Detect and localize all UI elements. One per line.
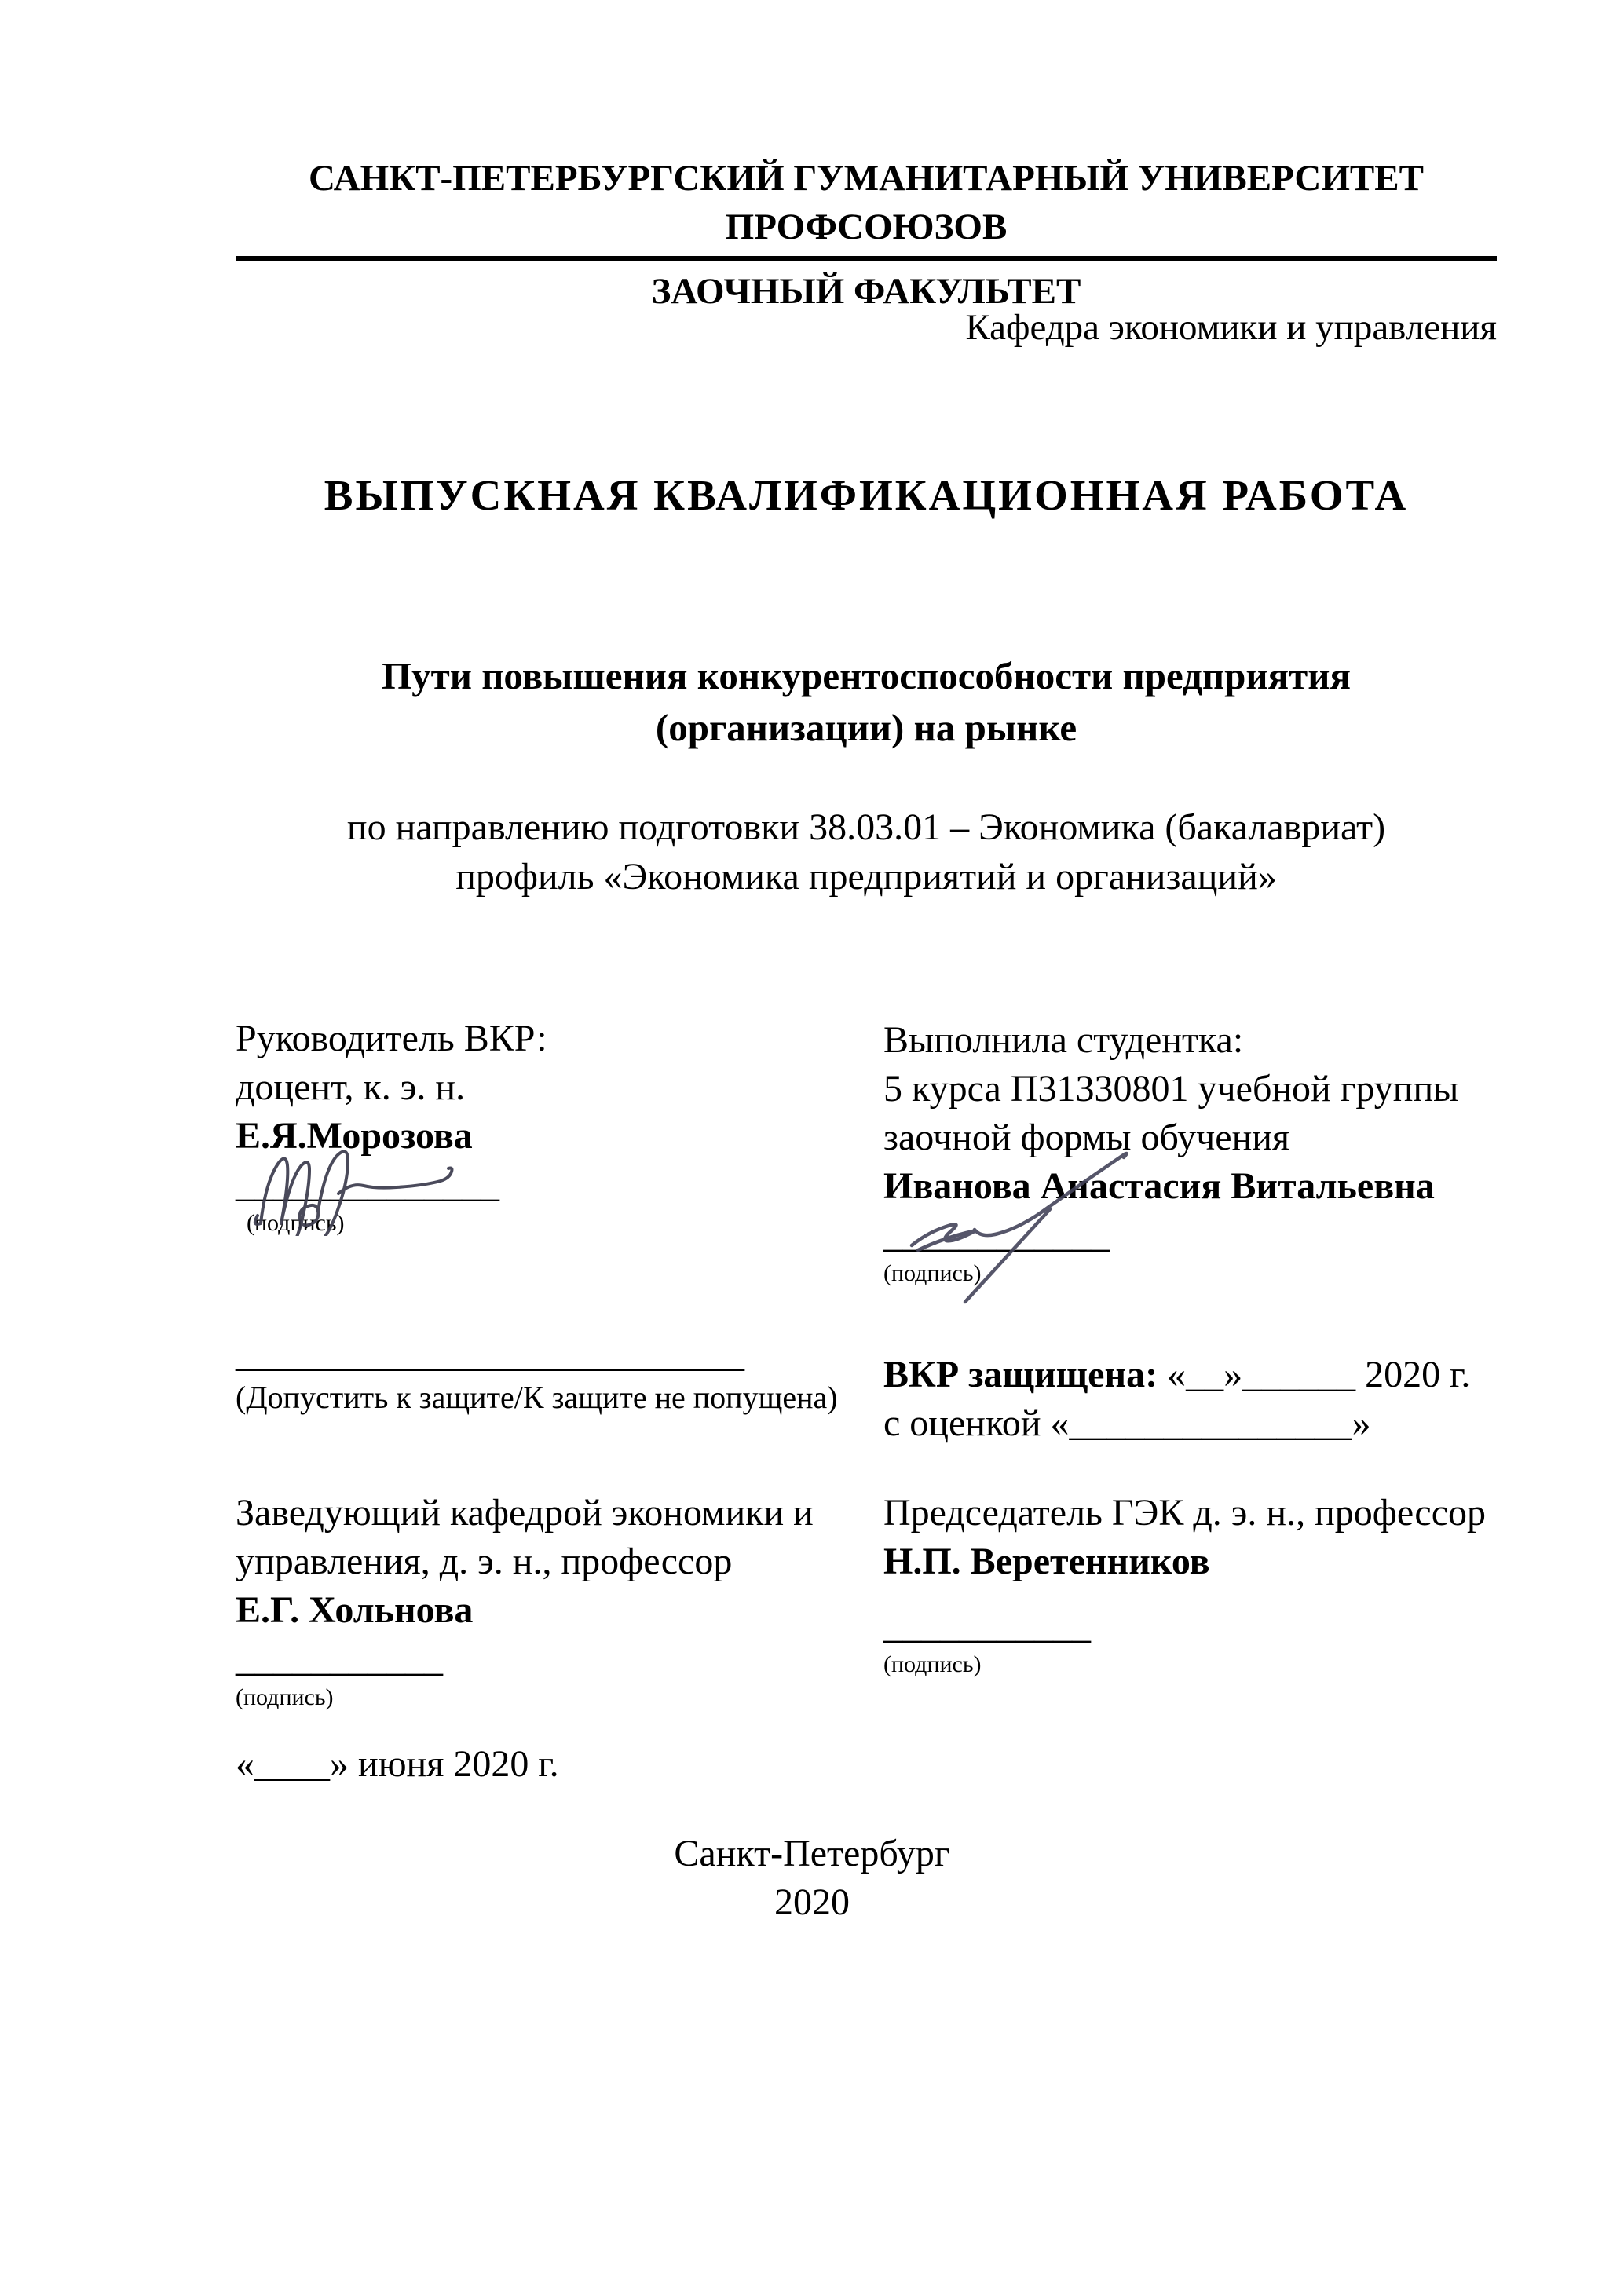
imprint: [0, 1830, 1624, 1927]
work-type-title: ВЫПУСКНАЯ КВАЛИФИКАЦИОННАЯ РАБОТА: [324, 471, 1409, 519]
student-group: 5 курса П31330801 учебной группы: [883, 1068, 1459, 1110]
program-direction: по направлению подготовки 38.03.01 – Экономика (бакалавриат): [346, 806, 1386, 848]
student-label: Выполнила студентка:: [883, 1019, 1244, 1061]
year: 2020: [774, 1881, 850, 1923]
student-name: Иванова Анастасия Витальевна: [883, 1165, 1435, 1207]
topic-line-1: Пути повышения конкурентоспособности предприятия: [382, 654, 1351, 697]
admission-line: ___________________________: [236, 1333, 744, 1375]
faculty-name: ЗАОЧНЫЙ ФАКУЛЬТЕТ: [651, 271, 1081, 312]
head-of-department-title-2: управления, д. э. н., профессор: [236, 1541, 733, 1582]
student-signature-area: [883, 1211, 1614, 1260]
header: [236, 154, 1497, 316]
program-profile: профиль «Экономика предприятий и организаций»: [455, 856, 1277, 898]
student-signature-line: ____________: [883, 1214, 1110, 1256]
defense-label: ВКР защищена:: [883, 1354, 1158, 1395]
defense-date-blank: «__»______ 2020 г.: [1167, 1354, 1471, 1395]
head-of-department-signature-caption: (подпись): [236, 1684, 334, 1710]
topic-line-2: (организации) на рынке: [655, 706, 1077, 749]
university-name: САНКТ-ПЕТЕРБУРГСКИЙ ГУМАНИТАРНЫЙ УНИВЕРСИТЕТ ПРОФСОЮЗОВ: [236, 154, 1497, 261]
city: Санкт-Петербург: [674, 1833, 950, 1874]
supervisor-degree: доцент, к. э. н.: [236, 1066, 466, 1108]
admission-caption: (Допустить к защите/К защите не попущена): [236, 1380, 838, 1415]
supervisor-signature-area: [236, 1161, 873, 1209]
defense-grade-line: с оценкой «_______________»: [883, 1402, 1371, 1444]
program-info: [236, 803, 1497, 901]
student-signature-caption: (подпись): [883, 1260, 982, 1286]
left-column: [236, 1015, 873, 1789]
student-form: заочной формы обучения: [883, 1117, 1290, 1158]
gek-chair-title: Председатель ГЭК д. э. н., профессор: [883, 1492, 1486, 1534]
gek-chair-signature-line: ___________: [883, 1605, 1091, 1647]
gek-chair-name: Н.П. Веретенников: [883, 1541, 1210, 1582]
supervisor-name: Е.Я.Морозова: [236, 1115, 473, 1157]
supervisor-signature-caption: (подпись): [247, 1210, 345, 1236]
topic-title: [236, 650, 1497, 754]
gek-chair-signature-caption: (подпись): [883, 1651, 982, 1677]
supervisor-signature-line: ______________: [236, 1164, 499, 1205]
right-column: [883, 1016, 1614, 1679]
supervisor-label: Руководитель ВКР:: [236, 1018, 547, 1059]
head-of-department-signature-line: ___________: [236, 1638, 443, 1680]
head-of-department-title-1: Заведующий кафедрой экономики и: [236, 1492, 814, 1534]
head-of-department-name: Е.Г. Хольнова: [236, 1589, 474, 1631]
department-name: Кафедра экономики и управления: [965, 307, 1497, 348]
head-of-department-date-line: «____» июня 2020 г.: [236, 1743, 559, 1785]
